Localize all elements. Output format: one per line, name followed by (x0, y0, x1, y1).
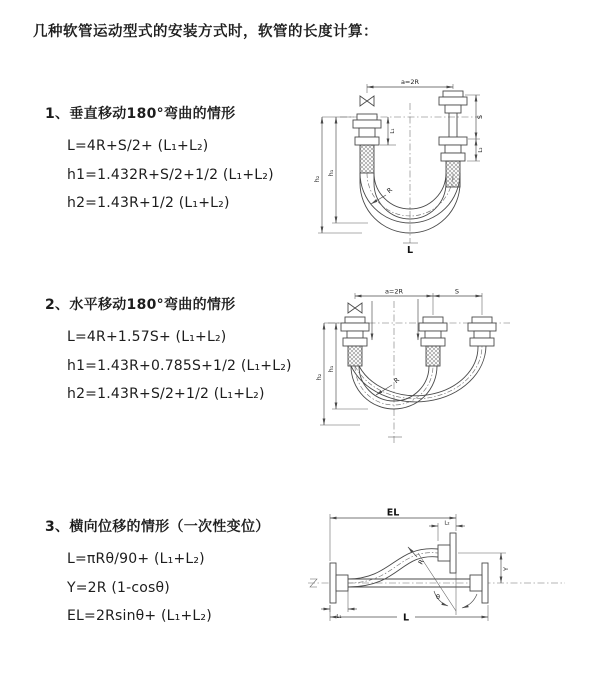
formula-line: L=4R+S/2+ (L₁+L₂) (67, 138, 209, 154)
section-1-heading: 1、垂直移动180°弯曲的情形 (45, 106, 236, 122)
braided-hose-section (426, 346, 440, 366)
formula-line: h1=1.432R+S/2+1/2 (L₁+L₂) (67, 166, 274, 183)
dim-label-el: EL (386, 507, 400, 519)
dim-label-h2: h₂ (315, 373, 323, 381)
dim-label-h1: h₁ (327, 365, 335, 373)
dim-label-s: S (476, 114, 484, 120)
formula-line: h2=1.43R+1/2 (L₁+L₂) (67, 195, 230, 211)
dim-label-theta: θ (436, 593, 440, 601)
diagram-lateral-displacement (300, 505, 600, 635)
dim-label-a2r: a=2R (400, 78, 420, 86)
formula-line: L=4R+1.57S+ (L₁+L₂) (67, 329, 227, 345)
dim-label-h1: h₁ (327, 169, 335, 177)
formula-line: Y=2R (1-cosθ) (67, 579, 170, 596)
braided-hose-section (360, 145, 374, 173)
dim-label-l2: L₂ (478, 147, 484, 153)
formula-line: L=πRθ/90+ (L₁+L₂) (67, 551, 205, 567)
dim-label-l: L (406, 245, 414, 255)
dim-label-h2: h₂ (313, 175, 321, 183)
dim-label-l2: L₂ (444, 520, 450, 527)
valve-icon (348, 303, 362, 313)
formula-line: h2=1.43R+S/2+1/2 (L₁+L₂) (67, 386, 265, 402)
dim-label-l1: L₁ (336, 614, 342, 620)
formula-line: EL=2Rsinθ+ (L₁+L₂) (67, 608, 212, 624)
diagram-horizontal-180-bend (310, 285, 600, 455)
section-horizontal-movement (45, 294, 292, 409)
valve-icon (360, 96, 374, 106)
braided-hose-section (348, 346, 362, 366)
dim-label-y: Y (502, 567, 510, 571)
page-title: 几种软管运动型式的安装方式时，软管的长度计算： (33, 24, 378, 40)
section-2-heading: 2、水平移动180°弯曲的情形 (45, 297, 236, 313)
braided-hose-section (446, 161, 460, 187)
section-3-heading: 3、横向位移的情形（一次性变位） (45, 519, 270, 535)
dim-label-a2r: a=2R (384, 287, 404, 296)
dim-label-l1: L₁ (390, 128, 396, 134)
dim-label-r: R (385, 185, 395, 195)
dim-label-l: L (402, 612, 410, 624)
section-lateral-displacement (45, 516, 270, 631)
diagram-vertical-180-bend (310, 75, 590, 255)
formula-line: h1=1.43R+0.785S+1/2 (L₁+L₂) (67, 357, 292, 374)
dim-label-s: S (454, 287, 460, 296)
dim-label-r: R (392, 375, 402, 385)
section-vertical-movement (45, 103, 274, 218)
dim-label-r: R (416, 558, 426, 566)
